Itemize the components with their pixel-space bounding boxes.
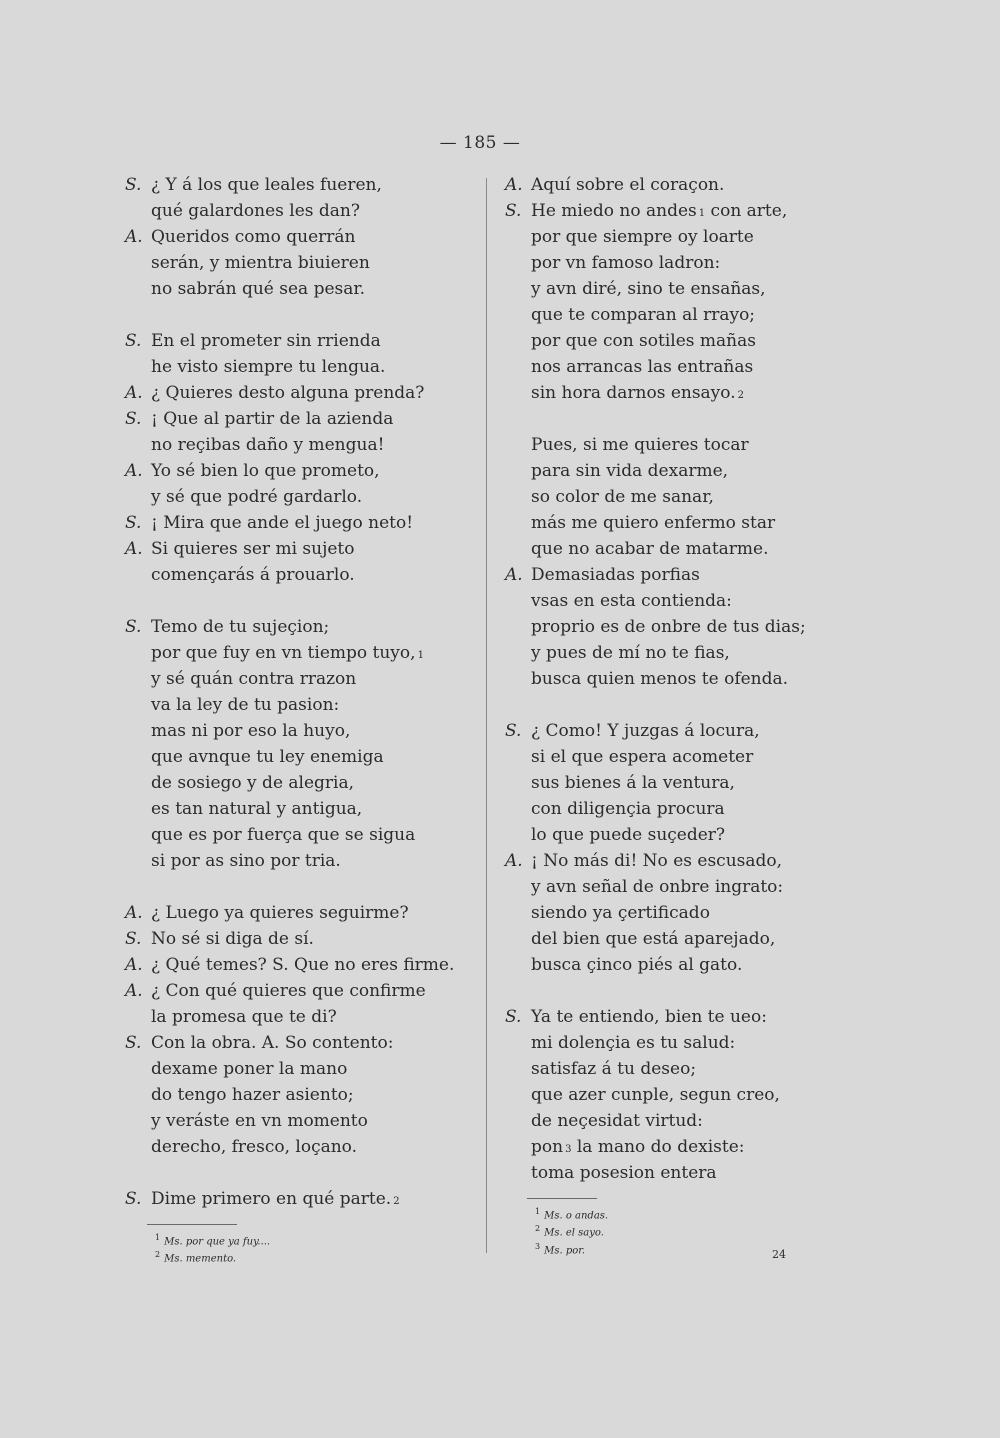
speaker-label: A. — [125, 903, 143, 923]
verse-text: toma posesion entera — [531, 1163, 717, 1183]
verse-line — [125, 536, 505, 562]
verse-line — [505, 588, 885, 614]
verse-text: qué galardones les dan? — [151, 201, 360, 221]
verse-line — [125, 328, 505, 354]
footnote-text: Ms. por. — [544, 1244, 586, 1256]
speaker-label: S. — [125, 929, 142, 949]
verse-line — [505, 1056, 885, 1082]
verse-line — [505, 744, 885, 770]
speaker-label: S. — [125, 1033, 142, 1053]
speaker-label: A. — [125, 539, 143, 559]
verse-line — [505, 926, 885, 952]
verse-text: Si quieres ser mi sujeto — [151, 539, 355, 559]
speaker-label: S. — [125, 409, 142, 429]
verse-text: que te comparan al rrayo; — [531, 305, 756, 325]
verse-text: so color de me sanar, — [531, 487, 714, 507]
stanza — [505, 432, 885, 692]
verse-line — [505, 562, 885, 588]
verse-text: Ya te entiendo, bien te ueo: — [531, 1007, 767, 1027]
footnote-number: 2 — [535, 1224, 541, 1234]
verse-line — [505, 640, 885, 666]
verse-line — [505, 952, 885, 978]
verse-text: Pues, si me quieres tocar — [531, 435, 749, 455]
verse-text: he visto siempre tu lengua. — [151, 357, 386, 377]
verse-line — [125, 406, 505, 432]
verse-text: y sé quán contra rrazon — [151, 669, 357, 689]
verse-line — [125, 1056, 505, 1082]
speaker-label: A. — [125, 383, 143, 403]
speaker-label: A. — [125, 955, 143, 975]
verse-line — [125, 276, 505, 302]
verse-text: que avnque tu ley enemiga — [151, 747, 384, 767]
verse-line — [505, 822, 885, 848]
verse-line — [125, 614, 505, 640]
speaker-label: S. — [505, 1007, 522, 1027]
verse-text: por que siempre oy loarte — [531, 227, 754, 247]
footnote-number: 3 — [535, 1241, 541, 1251]
verse-line — [125, 770, 505, 796]
footnote — [505, 1205, 885, 1222]
footnote — [125, 1248, 505, 1265]
verse-text: busca çinco piés al gato. — [531, 955, 743, 975]
verse-line — [125, 692, 505, 718]
verse-line: S. Dime primero en qué parte. 2 — [125, 1186, 505, 1212]
verse-text: y avn señal de onbre ingrato: — [531, 877, 784, 897]
speaker-label: S. — [125, 1189, 142, 1209]
verse-text: sin hora darnos ensayo. — [531, 383, 736, 403]
verse-line — [505, 458, 885, 484]
verse-text: nos arrancas las entrañas — [531, 357, 754, 377]
verse-text: por que con sotiles mañas — [531, 331, 756, 351]
verse-line — [125, 1082, 505, 1108]
verse-text: Temo de tu sujeçion; — [151, 617, 330, 637]
verse-line — [505, 510, 885, 536]
verse-text-continued: la mano do dexiste: — [571, 1137, 745, 1157]
verse-line — [125, 198, 505, 224]
verse-text: de neçesidat virtud: — [531, 1111, 703, 1131]
footnote-number: 1 — [155, 1233, 161, 1242]
signature-mark: 24 — [772, 1248, 786, 1261]
footnote-text: Ms. por que ya fuy.... — [164, 1236, 271, 1248]
verse-line: pon 3 la mano do dexiste: — [505, 1134, 885, 1160]
verse-text-continued: con arte, — [705, 201, 788, 221]
verse-line — [505, 1030, 885, 1056]
speaker-label: A. — [125, 981, 143, 1001]
verse-text: ¡ Mira que ande el juego neto! — [151, 513, 414, 533]
stanza — [125, 172, 505, 302]
verse-text: si por as sino por tria. — [151, 851, 341, 871]
verse-line — [125, 978, 505, 1004]
verse-text: Yo sé bien lo que prometo, — [151, 461, 380, 481]
verse-line — [505, 354, 885, 380]
verse-text: començarás á prouarlo. — [151, 565, 355, 585]
stanza — [125, 900, 505, 1160]
footnote-rule — [147, 1224, 237, 1225]
verse-line: S. He miedo no andes 1 con arte, — [505, 198, 885, 224]
verse-line — [505, 796, 885, 822]
verse-text: con diligençia procura — [531, 799, 725, 819]
verse-line — [505, 848, 885, 874]
verse-line — [505, 1160, 885, 1186]
verse-text: He miedo no andes — [531, 201, 697, 221]
verse-line — [125, 666, 505, 692]
verse-line — [505, 250, 885, 276]
verse-text: No sé si diga de sí. — [151, 929, 314, 949]
verse-text: y veráste en vn momento — [151, 1111, 368, 1131]
verse-text: lo que puede suçeder? — [531, 825, 726, 845]
verse-text: ¡ No más di! No es escusado, — [531, 851, 783, 871]
verse-text: del bien que está aparejado, — [531, 929, 776, 949]
verse-line — [505, 432, 885, 458]
verse-text: la promesa que te di? — [151, 1007, 337, 1027]
verse-text: proprio es de onbre de tus dias; — [531, 617, 806, 637]
verse-text: ¡ Que al partir de la azienda — [151, 409, 394, 429]
stanza — [125, 614, 505, 874]
verse-line — [125, 848, 505, 874]
verse-line: por que fuy en vn tiempo tuyo, 1 — [125, 640, 505, 666]
verse-text: ¿ Y á los que leales fueren, — [151, 175, 382, 195]
verse-line — [125, 1030, 505, 1056]
verse-line — [505, 276, 885, 302]
verse-line — [505, 1004, 885, 1030]
verse-line — [125, 458, 505, 484]
speaker-label: A. — [505, 175, 523, 195]
verse-line — [505, 1108, 885, 1134]
speaker-label: S. — [125, 513, 142, 533]
verse-text: y pues de mí no te fias, — [531, 643, 730, 663]
verse-line — [125, 484, 505, 510]
verse-text: do tengo hazer asiento; — [151, 1085, 354, 1105]
verse-line — [505, 536, 885, 562]
verse-text: si el que espera acometer — [531, 747, 754, 767]
verse-line — [125, 822, 505, 848]
verse-text: siendo ya çertificado — [531, 903, 710, 923]
speaker-label: A. — [125, 227, 143, 247]
stanza — [125, 1186, 505, 1212]
verse-text: En el prometer sin rrienda — [151, 331, 381, 351]
verse-line — [125, 796, 505, 822]
verse-text: por que fuy en vn tiempo tuyo, — [151, 643, 416, 663]
verse-line — [125, 952, 505, 978]
verse-text: Dime primero en qué parte. — [151, 1189, 392, 1209]
verse-text: dexame poner la mano — [151, 1059, 348, 1079]
verse-line: sin hora darnos ensayo. 2 — [505, 380, 885, 406]
verse-text: ¿ Con qué quieres que confirme — [151, 981, 426, 1001]
speaker-label: S. — [125, 331, 142, 351]
verse-line — [505, 900, 885, 926]
verse-text: más me quiero enfermo star — [531, 513, 776, 533]
verse-text: pon — [531, 1137, 564, 1157]
stanza — [125, 328, 505, 588]
verse-text: es tan natural y antigua, — [151, 799, 363, 819]
verse-line — [125, 510, 505, 536]
verse-text: que azer cunple, segun creo, — [531, 1085, 780, 1105]
footnote — [125, 1231, 505, 1248]
verse-line — [125, 562, 505, 588]
verse-text: por vn famoso ladron: — [531, 253, 721, 273]
verse-text: mas ni por eso la huyo, — [151, 721, 351, 741]
verse-line — [505, 718, 885, 744]
left-column — [125, 172, 505, 1266]
verse-line — [125, 1108, 505, 1134]
footnote-number: 1 — [535, 1207, 541, 1216]
verse-text: y avn diré, sino te ensañas, — [531, 279, 766, 299]
verse-line — [125, 1134, 505, 1160]
speaker-label: S. — [505, 201, 522, 221]
verse-text: busca quien menos te ofenda. — [531, 669, 789, 689]
footnote — [505, 1240, 885, 1257]
verse-line — [125, 380, 505, 406]
verse-text: ¿ Qué temes? S. Que no eres firme. — [151, 955, 455, 975]
verse-line — [505, 666, 885, 692]
verse-text: mi dolençia es tu salud: — [531, 1033, 736, 1053]
speaker-label: S. — [505, 721, 522, 741]
speaker-label: S. — [125, 617, 142, 637]
verse-text: para sin vida dexarme, — [531, 461, 729, 481]
footnote-number: 2 — [155, 1250, 161, 1260]
verse-line — [505, 172, 885, 198]
stanza — [505, 718, 885, 978]
verse-text: que es por fuerça que se sigua — [151, 825, 416, 845]
speaker-label: A. — [505, 565, 523, 585]
verse-line — [125, 250, 505, 276]
verse-text: sus bienes á la ventura, — [531, 773, 735, 793]
verse-text: serán, y mientra biuieren — [151, 253, 370, 273]
verse-line — [125, 744, 505, 770]
verse-line — [505, 614, 885, 640]
verse-text: no reçibas daño y mengua! — [151, 435, 385, 455]
verse-line — [505, 302, 885, 328]
verse-line — [505, 874, 885, 900]
verse-line — [125, 1004, 505, 1030]
footnote-rule — [527, 1198, 597, 1199]
verse-text: de sosiego y de alegria, — [151, 773, 355, 793]
verse-text: vsas en esta contienda: — [531, 591, 732, 611]
verse-line — [125, 432, 505, 458]
verse-line — [125, 926, 505, 952]
verse-line — [125, 718, 505, 744]
verse-line — [125, 900, 505, 926]
verse-text: satisfaz á tu deseo; — [531, 1059, 697, 1079]
verse-text: va la ley de tu pasion: — [151, 695, 340, 715]
verse-line — [505, 328, 885, 354]
verse-text: derecho, fresco, loçano. — [151, 1137, 358, 1157]
right-column — [505, 172, 885, 1257]
footnote — [505, 1222, 885, 1239]
verse-line — [505, 484, 885, 510]
verse-text: ¿ Como! Y juzgas á locura, — [531, 721, 760, 741]
verse-text: y sé que podré gardarlo. — [151, 487, 363, 507]
verse-line — [505, 224, 885, 250]
verse-text: ¿ Quieres desto alguna prenda? — [151, 383, 425, 403]
verse-line — [125, 354, 505, 380]
verse-text: no sabrán qué sea pesar. — [151, 279, 366, 299]
footnote-text: Ms. el sayo. — [544, 1227, 604, 1239]
stanza — [505, 172, 885, 406]
speaker-label: A. — [125, 461, 143, 481]
verse-text: Aquí sobre el coraçon. — [531, 175, 725, 195]
speaker-label: S. — [125, 175, 142, 195]
page-number: — 185 — — [439, 133, 521, 153]
verse-line — [505, 1082, 885, 1108]
footnote-text: Ms. o andas. — [544, 1210, 609, 1222]
verse-line — [125, 224, 505, 250]
verse-line — [505, 770, 885, 796]
verse-text: Demasiadas porfias — [531, 565, 700, 585]
footnote-text: Ms. memento. — [164, 1253, 237, 1265]
verse-line — [125, 172, 505, 198]
verse-text: Con la obra. A. So contento: — [151, 1033, 394, 1053]
verse-text: ¿ Luego ya quieres seguirme? — [151, 903, 409, 923]
verse-text: que no acabar de matarme. — [531, 539, 769, 559]
stanza — [505, 1004, 885, 1186]
speaker-label: A. — [505, 851, 523, 871]
verse-text: Queridos como querrán — [151, 227, 356, 247]
